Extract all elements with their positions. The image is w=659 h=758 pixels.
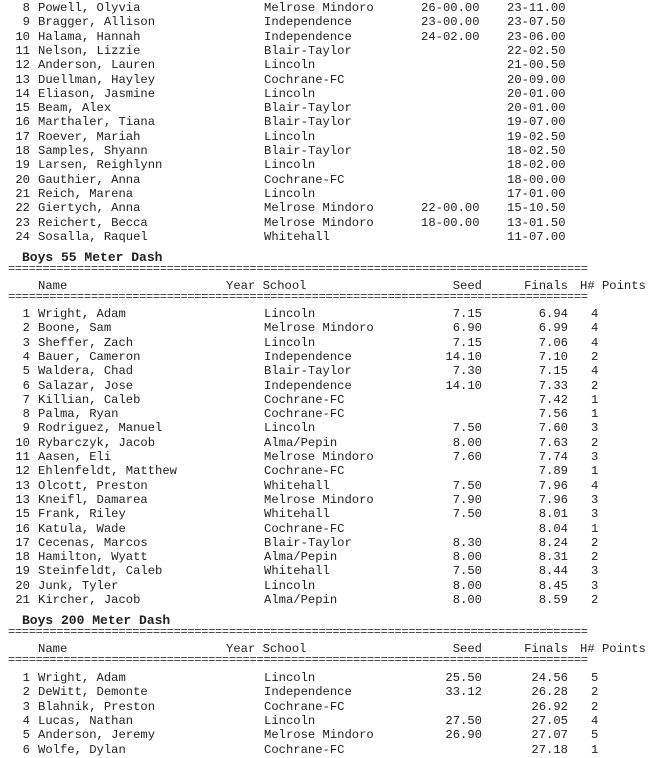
athlete-name: Wright, Adam [38, 307, 126, 321]
result-row [0, 479, 659, 493]
place-number: 20 [15, 172, 30, 187]
final-time: 7.74 [538, 450, 568, 464]
column-header-name: Name [38, 642, 68, 656]
heat-number: 5 [591, 728, 599, 743]
school-name: Blair-Taylor [264, 535, 352, 550]
final-time: 7.42 [538, 392, 568, 407]
school-name: Independence [264, 685, 352, 700]
heat-number: 2 [591, 435, 599, 450]
final-time: 7.06 [538, 335, 568, 350]
school-name: Lincoln [264, 186, 316, 201]
final-mark: 21-00.50 [507, 58, 566, 73]
athlete-name: Lucas, Nathan [38, 713, 134, 728]
result-row [0, 230, 659, 244]
final-time: 8.04 [538, 521, 568, 536]
seed-time: 8.00 [452, 435, 482, 450]
heat-number: 2 [591, 378, 599, 393]
school-name: Lincoln [264, 578, 316, 593]
school-name: Lincoln [264, 129, 316, 144]
final-mark: 18-02.00 [507, 158, 566, 173]
athlete-name: Roever, Mariah [38, 129, 141, 144]
result-row [0, 73, 659, 87]
school-name: Melrose Mindoro [264, 450, 374, 464]
event-title: Boys 55 Meter Dash [22, 250, 163, 265]
heat-number: 2 [591, 699, 599, 714]
final-time: 7.60 [538, 421, 568, 436]
school-name: Cochrane-FC [264, 521, 345, 536]
final-mark: 19-07.00 [507, 115, 566, 130]
heat-number: 3 [591, 492, 599, 507]
final-time: 6.99 [538, 321, 568, 336]
place-number: 21 [15, 593, 30, 607]
final-time: 7.96 [538, 492, 568, 507]
athlete-name: Kircher, Jacob [38, 593, 141, 607]
school-name: Melrose Mindoro [264, 321, 374, 336]
school-name: Blair-Taylor [264, 101, 352, 116]
result-row [0, 201, 659, 215]
seed-time: 14.10 [445, 378, 482, 393]
place-number: 22 [15, 201, 30, 216]
result-row [0, 464, 659, 478]
place-number: 23 [15, 215, 30, 230]
heat-number: 4 [591, 478, 599, 493]
result-row [0, 379, 659, 393]
school-name: Independence [264, 378, 352, 393]
final-mark: 19-02.50 [507, 129, 566, 144]
athlete-name: Eliason, Jasmine [38, 86, 156, 101]
athlete-name: Anderson, Lauren [38, 58, 156, 73]
place-number: 19 [15, 158, 30, 173]
school-name: Melrose Mindoro [264, 215, 374, 230]
heat-number: 4 [591, 335, 599, 350]
result-row [0, 58, 659, 72]
athlete-name: Olcott, Preston [38, 478, 148, 493]
double-rule: ==================================================================================== [8, 657, 588, 667]
final-mark: 13-01.50 [507, 215, 566, 230]
school-name: Alma/Pepin [264, 593, 338, 607]
seed-mark: 26-00.00 [421, 1, 480, 15]
place-number: 10 [15, 435, 30, 450]
school-name: Independence [264, 29, 352, 44]
athlete-name: Sosalla, Raquel [38, 229, 148, 244]
place-number: 13 [15, 72, 30, 87]
seed-time: 8.00 [452, 578, 482, 593]
final-mark: 11-07.00 [507, 229, 566, 244]
place-number: 15 [15, 101, 30, 116]
heat-number: 1 [591, 464, 599, 479]
result-row [0, 144, 659, 158]
seed-time: 6.90 [452, 321, 482, 336]
final-time: 8.44 [538, 564, 568, 579]
athlete-name: Junk, Tyler [38, 578, 119, 593]
final-time: 7.33 [538, 378, 568, 393]
heat-number: 1 [591, 521, 599, 536]
heat-number: 4 [591, 713, 599, 728]
school-name: Whitehall [264, 478, 330, 493]
result-row [0, 101, 659, 115]
seed-time: 7.50 [452, 507, 482, 522]
result-row [0, 714, 659, 728]
school-name: Melrose Mindoro [264, 728, 374, 743]
heat-number: 2 [591, 535, 599, 550]
place-number: 5 [22, 728, 30, 743]
result-row [0, 187, 659, 201]
column-header-name: Name [38, 279, 68, 293]
place-number: 3 [22, 699, 30, 714]
seed-time: 26.90 [445, 728, 482, 743]
school-name: Blair-Taylor [264, 144, 352, 158]
heat-number: 2 [591, 593, 599, 607]
final-time: 26.92 [531, 699, 568, 714]
school-name: Cochrane-FC [264, 742, 345, 757]
double-rule: ==================================================================================== [8, 266, 588, 276]
athlete-name: Duellman, Hayley [38, 72, 156, 87]
school-name: Melrose Mindoro [264, 201, 374, 216]
heat-number: 1 [591, 742, 599, 757]
place-number: 9 [22, 15, 30, 30]
school-name: Lincoln [264, 58, 316, 73]
final-time: 26.28 [531, 685, 568, 700]
result-row [0, 536, 659, 550]
place-number: 9 [22, 421, 30, 436]
column-header-year-school: Year School [226, 642, 307, 656]
school-name: Independence [264, 15, 352, 30]
double-rule: ==================================================================================== [8, 629, 588, 639]
column-header-finals: Finals [524, 642, 568, 656]
place-number: 15 [15, 507, 30, 522]
school-name: Lincoln [264, 335, 316, 350]
school-name: Melrose Mindoro [264, 1, 374, 15]
school-name: Blair-Taylor [264, 364, 352, 379]
heat-number: 1 [591, 392, 599, 407]
seed-mark: 22-00.00 [421, 201, 480, 216]
place-number: 1 [22, 671, 30, 685]
result-row [0, 550, 659, 564]
event-title: Boys 200 Meter Dash [22, 613, 171, 628]
athlete-name: Frank, Riley [38, 507, 126, 522]
place-number: 17 [15, 535, 30, 550]
athlete-name: Wright, Adam [38, 671, 126, 685]
seed-time: 7.15 [452, 335, 482, 350]
place-number: 10 [15, 29, 30, 44]
heat-number: 5 [591, 671, 599, 685]
final-mark: 17-01.00 [507, 186, 566, 201]
place-number: 12 [15, 464, 30, 479]
school-name: Cochrane-FC [264, 392, 345, 407]
final-mark: 18-02.50 [507, 144, 566, 158]
school-name: Alma/Pepin [264, 550, 338, 565]
place-number: 18 [15, 550, 30, 565]
place-number: 21 [15, 186, 30, 201]
final-time: 7.89 [538, 464, 568, 479]
seed-time: 25.50 [445, 671, 482, 685]
place-number: 4 [22, 713, 30, 728]
athlete-name: Rodriguez, Manuel [38, 421, 163, 436]
athlete-name: Samples, Shyann [38, 144, 148, 158]
heat-number: 4 [591, 307, 599, 321]
seed-time: 8.30 [452, 535, 482, 550]
seed-mark: 18-00.00 [421, 215, 480, 230]
athlete-name: Palma, Ryan [38, 407, 119, 422]
place-number: 19 [15, 564, 30, 579]
final-time: 8.31 [538, 550, 568, 565]
seed-time: 33.12 [445, 685, 482, 700]
seed-time: 8.00 [452, 550, 482, 565]
heat-number: 4 [591, 321, 599, 336]
heat-number: 3 [591, 578, 599, 593]
result-row [0, 393, 659, 407]
result-row [0, 307, 659, 321]
final-mark: 23-06.00 [507, 29, 566, 44]
place-number: 14 [15, 86, 30, 101]
result-row [0, 700, 659, 714]
athlete-name: Killian, Caleb [38, 392, 141, 407]
result-row [0, 436, 659, 450]
place-number: 12 [15, 58, 30, 73]
result-row [0, 173, 659, 187]
heat-number: 3 [591, 564, 599, 579]
column-header-seed: Seed [452, 279, 482, 293]
final-mark: 23-11.00 [507, 1, 566, 15]
result-row [0, 564, 659, 578]
result-row [0, 321, 659, 335]
result-row [0, 364, 659, 378]
athlete-name: Boone, Sam [38, 321, 112, 336]
result-row [0, 522, 659, 536]
place-number: 18 [15, 144, 30, 158]
place-number: 13 [15, 478, 30, 493]
result-row [0, 493, 659, 507]
school-name: Cochrane-FC [264, 699, 345, 714]
seed-time: 7.50 [452, 421, 482, 436]
heat-number: 2 [591, 685, 599, 700]
result-row [0, 579, 659, 593]
place-number: 20 [15, 578, 30, 593]
final-mark: 18-00.00 [507, 172, 566, 187]
column-header-heat-points: H# Points [580, 642, 646, 656]
heat-number: 3 [591, 421, 599, 436]
place-number: 2 [22, 685, 30, 700]
athlete-name: Giertych, Anna [38, 201, 141, 216]
athlete-name: Reichert, Becca [38, 215, 148, 230]
school-name: Cochrane-FC [264, 407, 345, 422]
athlete-name: Aasen, Eli [38, 450, 112, 464]
place-number: 11 [15, 43, 30, 58]
final-mark: 20-01.00 [507, 101, 566, 116]
school-name: Independence [264, 349, 352, 364]
heat-number: 2 [591, 550, 599, 565]
final-time: 7.63 [538, 435, 568, 450]
result-row [0, 407, 659, 421]
final-mark: 20-01.00 [507, 86, 566, 101]
result-row [0, 15, 659, 29]
athlete-name: Steinfeldt, Caleb [38, 564, 163, 579]
school-name: Lincoln [264, 158, 316, 173]
place-number: 4 [22, 349, 30, 364]
athlete-name: Ehlenfeldt, Matthew [38, 464, 177, 479]
seed-time: 14.10 [445, 349, 482, 364]
place-number: 13 [15, 492, 30, 507]
final-mark: 22-02.50 [507, 43, 566, 58]
athlete-name: Wolfe, Dylan [38, 742, 126, 757]
final-mark: 15-10.50 [507, 201, 566, 216]
school-name: Alma/Pepin [264, 435, 338, 450]
athlete-name: Reich, Marena [38, 186, 134, 201]
school-name: Blair-Taylor [264, 115, 352, 130]
school-name: Lincoln [264, 421, 316, 436]
result-row [0, 450, 659, 464]
seed-time: 7.30 [452, 364, 482, 379]
result-row [0, 1, 659, 15]
school-name: Blair-Taylor [264, 43, 352, 58]
athlete-name: Salazar, Jose [38, 378, 134, 393]
school-name: Whitehall [264, 564, 330, 579]
seed-time: 7.50 [452, 564, 482, 579]
athlete-name: Anderson, Jeremy [38, 728, 156, 743]
result-row [0, 743, 659, 757]
result-row [0, 421, 659, 435]
school-name: Cochrane-FC [264, 464, 345, 479]
final-time: 6.94 [538, 307, 568, 321]
column-header-row [0, 642, 659, 656]
athlete-name: Bragger, Allison [38, 15, 156, 30]
athlete-name: Rybarczyk, Jacob [38, 435, 156, 450]
athlete-name: Beam, Alex [38, 101, 112, 116]
seed-time: 7.60 [452, 450, 482, 464]
result-row [0, 685, 659, 699]
final-time: 7.15 [538, 364, 568, 379]
school-name: Lincoln [264, 307, 316, 321]
place-number: 3 [22, 335, 30, 350]
athlete-name: Powell, Olyvia [38, 1, 141, 15]
place-number: 11 [15, 450, 30, 464]
heat-number: 4 [591, 364, 599, 379]
result-row [0, 216, 659, 230]
final-time: 7.56 [538, 407, 568, 422]
heat-number: 3 [591, 507, 599, 522]
place-number: 24 [15, 229, 30, 244]
athlete-name: Nelson, Lizzie [38, 43, 141, 58]
place-number: 8 [22, 1, 30, 15]
result-row [0, 507, 659, 521]
final-time: 8.45 [538, 578, 568, 593]
athlete-name: Halama, Hannah [38, 29, 141, 44]
school-name: Cochrane-FC [264, 172, 345, 187]
column-header-row [0, 279, 659, 293]
seed-time: 8.00 [452, 593, 482, 607]
final-time: 7.10 [538, 349, 568, 364]
place-number: 7 [22, 392, 30, 407]
athlete-name: Sheffer, Zach [38, 335, 134, 350]
final-time: 27.07 [531, 728, 568, 743]
final-mark: 23-07.50 [507, 15, 566, 30]
seed-time: 7.90 [452, 492, 482, 507]
seed-mark: 24-02.00 [421, 29, 480, 44]
result-row [0, 671, 659, 685]
school-name: Lincoln [264, 713, 316, 728]
result-row [0, 728, 659, 742]
place-number: 17 [15, 129, 30, 144]
double-rule: ==================================================================================== [8, 294, 588, 304]
place-number: 8 [22, 407, 30, 422]
place-number: 6 [22, 378, 30, 393]
athlete-name: Kneifl, Damarea [38, 492, 148, 507]
result-row [0, 336, 659, 350]
column-header-finals: Finals [524, 279, 568, 293]
athlete-name: Marthaler, Tiana [38, 115, 156, 130]
heat-number: 2 [591, 349, 599, 364]
athlete-name: DeWitt, Demonte [38, 685, 148, 700]
heat-number: 1 [591, 407, 599, 422]
result-row [0, 158, 659, 172]
athlete-name: Blahnik, Preston [38, 699, 156, 714]
school-name: Melrose Mindoro [264, 492, 374, 507]
athlete-name: Katula, Wade [38, 521, 126, 536]
seed-time: 27.50 [445, 713, 482, 728]
final-time: 24.56 [531, 671, 568, 685]
result-row [0, 87, 659, 101]
seed-time: 7.50 [452, 478, 482, 493]
school-name: Lincoln [264, 86, 316, 101]
place-number: 16 [15, 115, 30, 130]
final-time: 27.05 [531, 713, 568, 728]
place-number: 1 [22, 307, 30, 321]
result-row [0, 44, 659, 58]
athlete-name: Hamilton, Wyatt [38, 550, 148, 565]
result-row [0, 130, 659, 144]
place-number: 16 [15, 521, 30, 536]
result-row [0, 115, 659, 129]
school-name: Whitehall [264, 507, 330, 522]
final-time: 8.24 [538, 535, 568, 550]
place-number: 2 [22, 321, 30, 336]
athlete-name: Waldera, Chad [38, 364, 134, 379]
column-header-seed: Seed [452, 642, 482, 656]
final-time: 27.18 [531, 742, 568, 757]
final-time: 8.01 [538, 507, 568, 522]
final-time: 8.59 [538, 593, 568, 607]
place-number: 5 [22, 364, 30, 379]
place-number: 6 [22, 742, 30, 757]
school-name: Cochrane-FC [264, 72, 345, 87]
seed-mark: 23-00.00 [421, 15, 480, 30]
athlete-name: Larsen, Reighlynn [38, 158, 163, 173]
school-name: Lincoln [264, 671, 316, 685]
result-row [0, 350, 659, 364]
athlete-name: Cecenas, Marcos [38, 535, 148, 550]
heat-number: 3 [591, 450, 599, 464]
school-name: Whitehall [264, 229, 330, 244]
athlete-name: Bauer, Cameron [38, 349, 141, 364]
column-header-heat-points: H# Points [580, 279, 646, 293]
final-mark: 20-09.00 [507, 72, 566, 87]
athlete-name: Gauthier, Anna [38, 172, 141, 187]
result-row [0, 30, 659, 44]
final-time: 7.96 [538, 478, 568, 493]
seed-time: 7.15 [452, 307, 482, 321]
result-row [0, 593, 659, 607]
column-header-year-school: Year School [226, 279, 307, 293]
